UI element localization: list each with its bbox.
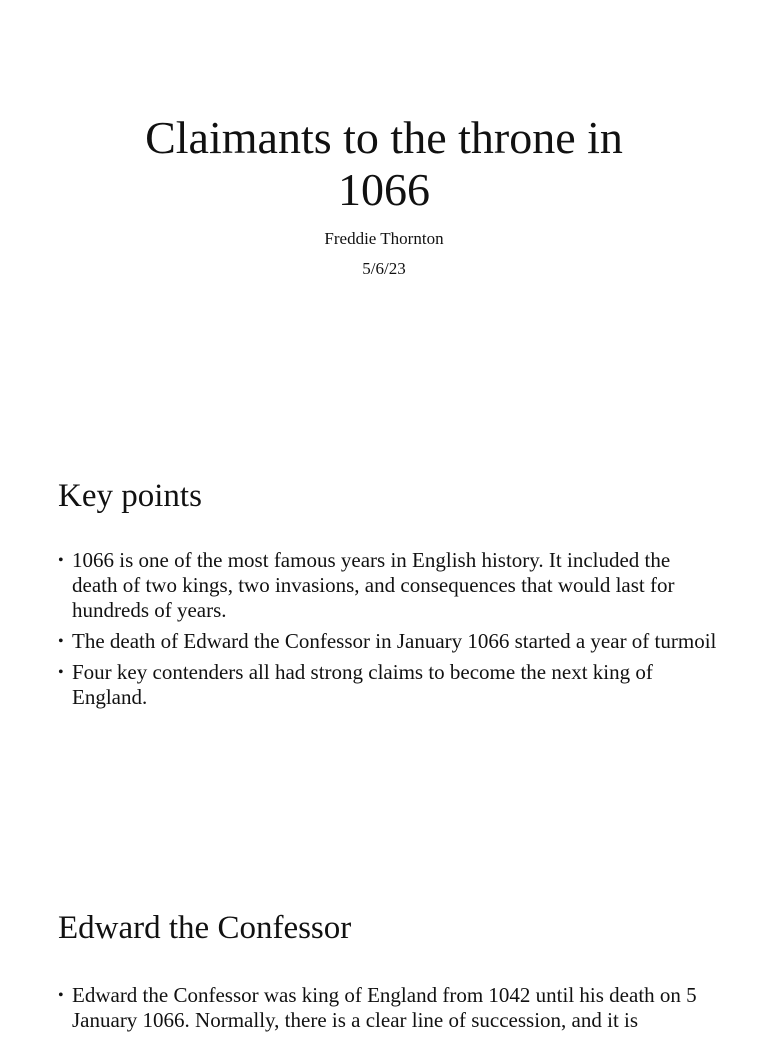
author-name: Freddie Thornton [324,229,444,248]
bullet-item: • The death of Edward the Confessor in January 1066 started a year of turmoil [58,629,718,654]
title-slide [0,0,768,432]
bullet-item: • Edward the Confessor was king of England from 1042 until his death on 5 January 1066. Normally, there is a clear line of succession, and it is [58,983,718,1033]
presentation-date: 5/6/23 [362,259,406,278]
edward-slide [0,864,768,1032]
bullet-list [58,548,718,716]
bullet-item: • 1066 is one of the most famous years in English history. It included the death of two kings, two invasions, and consequences that would last for hundreds of years. [58,548,718,623]
bullet-item: • Four key contenders all had strong claims to become the next king of England. [58,660,718,710]
slide-heading: Key points [58,478,202,514]
presentation-title: Claimants to the throne in 1066 [145,112,623,215]
bullet-list [58,983,718,1039]
key-points-slide [0,432,768,864]
slide-heading: Edward the Confessor [58,910,352,946]
